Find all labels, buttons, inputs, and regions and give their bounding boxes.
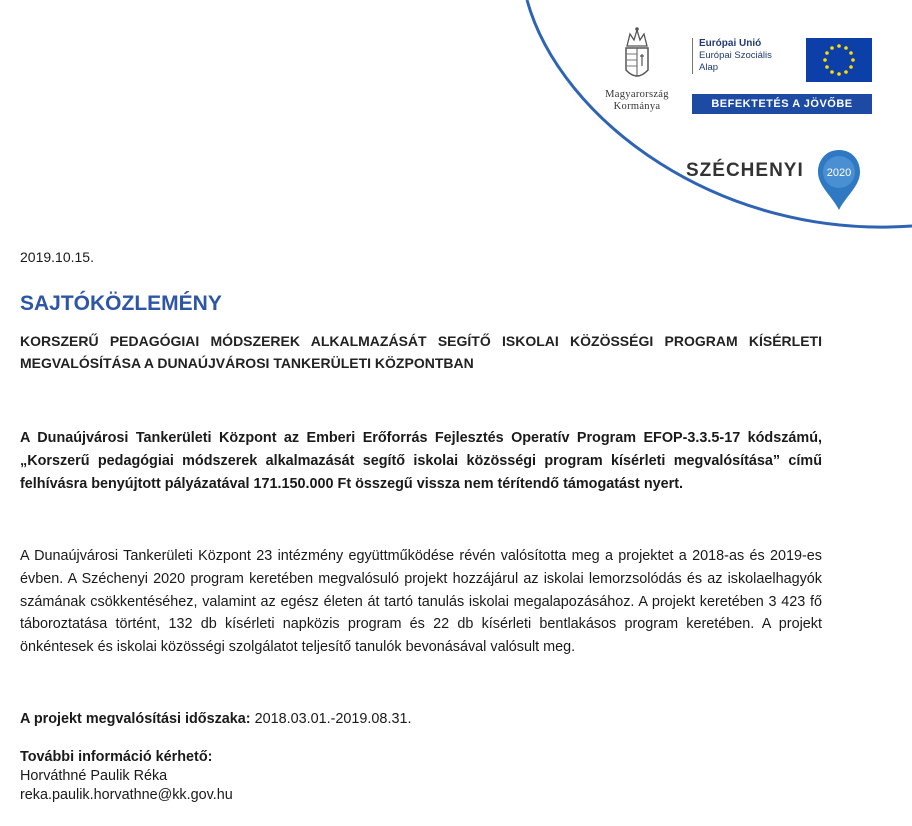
info-label: További információ kérhető: — [20, 749, 213, 765]
eu-flag-icon — [806, 38, 872, 82]
eu-logo — [692, 38, 872, 114]
period-value: 2018.03.01.-2019.08.31. — [250, 711, 412, 727]
gov-logo-text — [588, 89, 686, 113]
project-period — [20, 711, 411, 727]
document-subtitle: KORSZERŰ PEDAGÓGIAI MÓDSZEREK ALKALMAZÁSÁT SEGÍTŐ ISKOLAI KÖZÖSSÉGI PROGRAM KÍSÉRLETI MEGVALÓSÍTÁSA A DUNAÚJVÁROSI TANKERÜLETI KÖZPONTBAN — [20, 333, 822, 371]
contact-name: Horváthné Paulik Réka — [20, 768, 168, 784]
szechenyi-2020-logo — [686, 148, 866, 212]
period-label: A projekt megvalósítási időszaka: — [20, 711, 251, 727]
location-pin-icon — [816, 148, 862, 212]
contact-info — [20, 748, 233, 805]
document-date: 2019.10.15. — [20, 249, 94, 265]
eu-stars — [806, 38, 872, 82]
eu-title: Európai Unió — [699, 38, 762, 49]
body-paragraph: A Dunaújvárosi Tankerületi Központ 23 intézmény együttműködése révén valósította meg a projektet a 2018-as és 2019-es évben. A Széchenyi 2020 program keretében megvalósuló projekt hozzájárul az iskolai lemorzsolódás és az iskolaelhagyók számának csökkentéséhez, valamint az egész életen át tartó tanulás iskolai megalapozásához. A projekt keretében 3 423 fő táboroztatása történt, 132 db kísérleti napközis program és 22 db kísérleti bentlakásos program keretében. A projekt önkéntesek és iskolai közösségi szolgálatot teljesítő tanulók bevonásával valósult meg. — [20, 548, 822, 656]
eu-banner: BEFEKTETÉS A JÖVŐBE — [692, 94, 872, 114]
szechenyi-year: 2020 — [826, 167, 852, 179]
page-title: SAJTÓKÖZLEMÉNY — [20, 292, 222, 315]
contact-email: reka.paulik.horvathne@kk.gov.hu — [20, 787, 233, 803]
gov-logo-line1: Magyarország — [605, 89, 669, 100]
gov-logo-line2: Kormánya — [613, 101, 661, 112]
eu-text — [692, 38, 811, 74]
lead-paragraph: A Dunaújvárosi Tankerületi Központ az Emberi Erőforrás Fejlesztés Operatív Program EFOP-3.3.5-17 kódszámú, „Korszerű pedagógiai módszerek alkalmazását segítő iskolai közösségi program kísérleti megvalósítása” című felhívásra benyújtott pályázatával 171.150.000 Ft összegű vissza nem térítendő támogatást nyert. — [20, 430, 822, 492]
eu-fund-line2: Alap — [699, 62, 719, 73]
szechenyi-text: SZÉCHENYI — [686, 160, 804, 181]
hungarian-government-logo — [588, 26, 686, 113]
coat-of-arms-icon — [622, 26, 652, 84]
eu-fund-line1: Európai Szociális — [699, 50, 772, 61]
